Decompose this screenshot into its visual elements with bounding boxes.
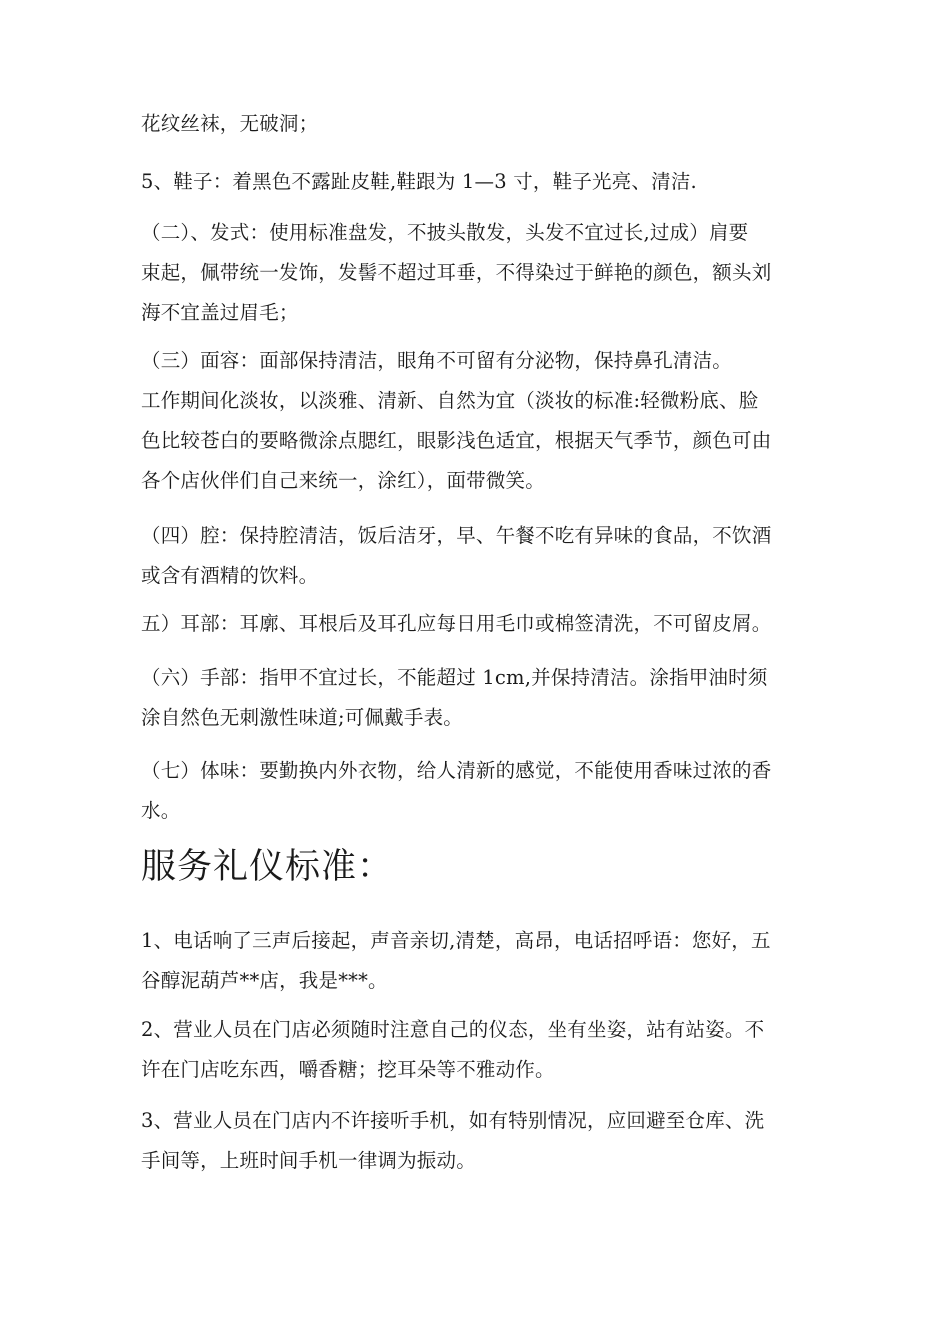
text-line: 手间等，上班时间手机一律调为振动。 [141,1149,476,1172]
text-line: （六）手部：指甲不宜过长，不能超过 1cm,并保持清洁。涂指甲油时须 [141,666,768,689]
text-line: （三）面容：面部保持清洁，眼角不可留有分泌物，保持鼻孔清洁。 [141,349,733,372]
text-line: 色比较苍白的要略微涂点腮红，眼影浅色适宜，根据天气季节，颜色可由 [141,429,772,452]
text-line: 花纹丝袜，无破洞； [141,112,319,135]
paragraph-ears [141,604,821,644]
text-line: 五）耳部：耳廓、耳根后及耳孔应每日用毛巾或棉签清洗，不可留皮屑。 [141,612,772,635]
paragraph-body-odor [141,751,821,831]
paragraph-face [141,341,821,501]
text-line: 工作期间化淡妆，以淡雅、清新、自然为宜（淡妆的标准:轻微粉底、脸 [141,389,759,412]
paragraph-posture [141,1010,821,1090]
text-line: 各个店伙伴们自己来统一，涂红），面带微笑。 [141,469,545,492]
text-line: 1、电话响了三声后接起，声音亲切,清楚，高昂，电话招呼语：您好，五 [141,929,771,952]
text-line: 谷醇泥葫芦**店，我是***。 [141,969,388,992]
paragraph-hairstyle [141,213,821,333]
text-line: 2、营业人员在门店必须随时注意自己的仪态，坐有坐姿，站有站姿。不 [141,1018,765,1041]
paragraph-stockings [141,104,821,144]
text-line: 或含有酒精的饮料。 [141,564,319,587]
paragraph-mouth [141,516,821,596]
paragraph-phone-etiquette [141,921,821,1001]
text-line: 5、鞋子：着黑色不露趾皮鞋,鞋跟为 1—3 寸，鞋子光亮、清洁. [141,170,697,193]
text-line: 束起，佩带统一发饰，发髻不超过耳垂，不得染过于鲜艳的颜色，额头刘 [141,261,772,284]
text-line: 3、营业人员在门店内不许接听手机，如有特别情况，应回避至仓库、洗 [141,1109,765,1132]
paragraph-shoes [141,162,821,202]
text-line: 许在门店吃东西，嚼香糖；挖耳朵等不雅动作。 [141,1058,555,1081]
text-line: 水。 [141,799,181,822]
text-line: 海不宜盖过眉毛； [141,301,299,324]
paragraph-mobile-phone [141,1101,821,1181]
text-line: （七）体味：要勤换内外衣物，给人清新的感觉，不能使用香味过浓的香 [141,759,772,782]
text-line: 涂自然色无刺激性味道;可佩戴手表。 [141,706,463,729]
text-line: （二）、发式：使用标准盘发，不披头散发，头发不宜过长,过成）肩要 [141,221,749,244]
paragraph-hands [141,658,821,738]
section-heading: 服务礼仪标准： [141,847,394,887]
text-line: （四）腔：保持腔清洁，饭后洁牙，早、午餐不吃有异味的食品，不饮酒 [141,524,772,547]
